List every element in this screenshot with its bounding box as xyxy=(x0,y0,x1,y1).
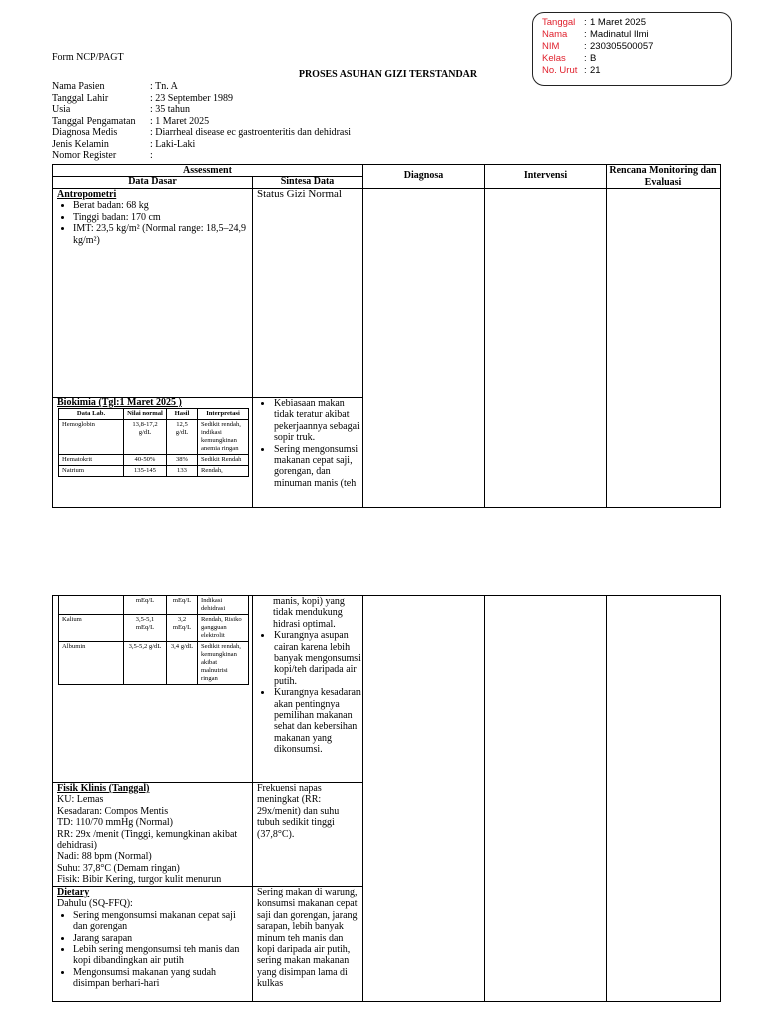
dietary-section xyxy=(57,887,249,990)
header-assessment: Assessment xyxy=(183,165,232,176)
fisik-suhu: Suhu: 37,8°C (Demam ringan) xyxy=(57,862,180,874)
list-item: • Sering mengonsumsi makanan cepat saji, gorengan, dan minuman manis (teh xyxy=(273,444,361,490)
table-row: Kalium 3,5-5,1 mEq/L 3,2 mEq/L Rendah, Risiko gangguan elektrolit xyxy=(59,615,249,642)
patient-diagnosa-medis: Diagnosa Medis : Diarrheal disease ec gastroenteritis dan dehidrasi xyxy=(52,127,352,138)
fisik-td: TD: 110/70 mmHg (Normal) xyxy=(57,817,174,829)
sintesa-fisik-klinis: Frekuensi napas meningkat (RR: 29x/menit) dan suhu tubuh sedikit tinggi (37,8°C). xyxy=(257,783,340,840)
fisik-klinis-title: Fisik Klinis (Tanggal) xyxy=(57,783,150,794)
antropometri-list xyxy=(57,200,249,246)
lab-table-page-2 xyxy=(58,595,249,685)
table-row: Hemoglobin 13,8-17,2 g/dL 12,5 g/dL Sedikit rendah, indikasi kemungkinan anemia ringan xyxy=(59,420,249,455)
patient-jenis-kelamin: Jenis Kelamin : Laki-Laki xyxy=(52,138,196,150)
list-item: • Mengonsumsi makanan yang sudah disimpan berhari-hari xyxy=(73,967,249,990)
header-data-dasar: Data Dasar xyxy=(128,176,177,187)
ncp-table-page-1 xyxy=(52,164,721,508)
list-item: • Kebiasaan makan tidak teratur akibat pekerjaannya sebagai sopir truk. xyxy=(273,398,361,444)
table-row: Natrium 135-145 133 Rendah, xyxy=(59,466,249,477)
lab-header-normal: Nilai normal xyxy=(124,409,167,420)
antropometri-section xyxy=(57,189,249,246)
patient-tanggal-lahir: Tanggal Lahir : 23 September 1989 xyxy=(52,92,234,104)
card-row-kelas: Kelas : B xyxy=(542,53,597,64)
lab-table-page-1 xyxy=(58,408,249,477)
card-row-nama: Nama : Madinatul Ilmi xyxy=(542,29,649,40)
document-title: PROSES ASUHAN GIZI TERSTANDAR xyxy=(298,69,478,80)
sintesa-continuation: manis, kopi) yang tidak mendukung hidrasi optimal. xyxy=(273,596,345,630)
patient-nomor-register: Nomor Register : xyxy=(52,150,153,161)
dietary-title: Dietary xyxy=(57,887,90,898)
lab-table-header xyxy=(59,409,249,420)
header-intervensi: Intervensi xyxy=(523,170,568,181)
list-item: • Jarang sarapan xyxy=(73,933,249,944)
biokimia-title: Biokimia (Tgl:1 Maret 2025 ) xyxy=(57,397,182,408)
card-row-no-urut: No. Urut : 21 xyxy=(542,65,601,76)
dietary-subtitle: Dahulu (SQ-FFQ): xyxy=(57,898,133,910)
dietary-list xyxy=(57,910,249,990)
card-row-nim: NIM : 230305500057 xyxy=(542,41,654,52)
list-item: • IMT: 23,5 kg/m² (Normal range: 18,5–24,9 kg/m²) xyxy=(73,223,249,246)
lab-header-hasil: Hasil xyxy=(167,409,198,420)
header-monitoring: Rencana Monitoring dan Evaluasi xyxy=(609,165,717,188)
lab-header-interpretasi: Interpretasi xyxy=(198,409,249,420)
patient-info xyxy=(52,81,351,162)
table-row: Albumin 3,5-5,2 g/dL 3,4 g/dL Sedikit rendah, kemungkinan akibat malnutrisi ringan xyxy=(59,642,249,685)
list-item: • Berat badan: 68 kg xyxy=(73,200,249,211)
patient-nama: Nama Pasien : Tn. A xyxy=(52,81,178,92)
fisik-fisik: Fisik: Bibir Kering, turgor kulit menurun xyxy=(57,874,222,886)
patient-usia: Usia : 35 tahun xyxy=(52,104,190,115)
sintesa-biokimia-page-1 xyxy=(257,398,361,489)
list-item: • Lebih sering mengonsumsi teh manis dan kopi dibandingkan air putih xyxy=(73,944,249,967)
sintesa-dietary: Sering makan di warung, konsumsi makanan cepat saji dan gorengan, jarang sarapan, lebih banyak minum teh manis dan kopi daripada air putih, sering makan makanan yang disimpan lama di kulkas xyxy=(257,887,358,990)
fisik-ku: KU: Lemas xyxy=(57,794,104,806)
ncp-table-page-2 xyxy=(52,595,721,1002)
table-row: Hematokrit 40-50% 38% Sedikit Rendah xyxy=(59,455,249,466)
sintesa-biokimia-page-2 xyxy=(257,596,361,756)
fisik-kesadaran: Kesadaran: Compos Mentis xyxy=(57,805,169,817)
fisik-klinis-section xyxy=(57,783,251,886)
patient-tanggal-pengamatan: Tanggal Pengamatan : 1 Maret 2025 xyxy=(52,115,210,127)
list-item: • Kurangnya asupan cairan karena lebih banyak mengonsumsi kopi/teh daripada air putih. xyxy=(273,630,361,687)
list-item: • Kurangnya kesadaran akan pentingnya pemilihan makanan sehat dan kebersihan makanan yang dikonsumsi. xyxy=(273,687,361,755)
list-item: • Sering mengonsumsi makanan cepat saji dan gorengan xyxy=(73,910,249,933)
lab-header-data: Data Lab. xyxy=(59,409,124,420)
header-diagnosa: Diagnosa xyxy=(403,170,444,181)
form-id: Form NCP/PAGT xyxy=(52,52,124,63)
list-item: • Tinggi badan: 170 cm xyxy=(73,212,249,223)
card-row-tanggal: Tanggal : 1 Maret 2025 xyxy=(542,17,646,28)
sintesa-antropometri: Status Gizi Normal xyxy=(257,188,342,200)
header-sintesa-data: Sintesa Data xyxy=(280,176,335,187)
table-row: mEq/L mEq/L Indikasi dehidrasi xyxy=(59,596,249,615)
fisik-rr: RR: 29x /menit (Tinggi, kemungkinan akibat dehidrasi) xyxy=(57,828,238,852)
fisik-nadi: Nadi: 88 bpm (Normal) xyxy=(57,851,152,863)
antropometri-title: Antropometri xyxy=(57,189,117,200)
